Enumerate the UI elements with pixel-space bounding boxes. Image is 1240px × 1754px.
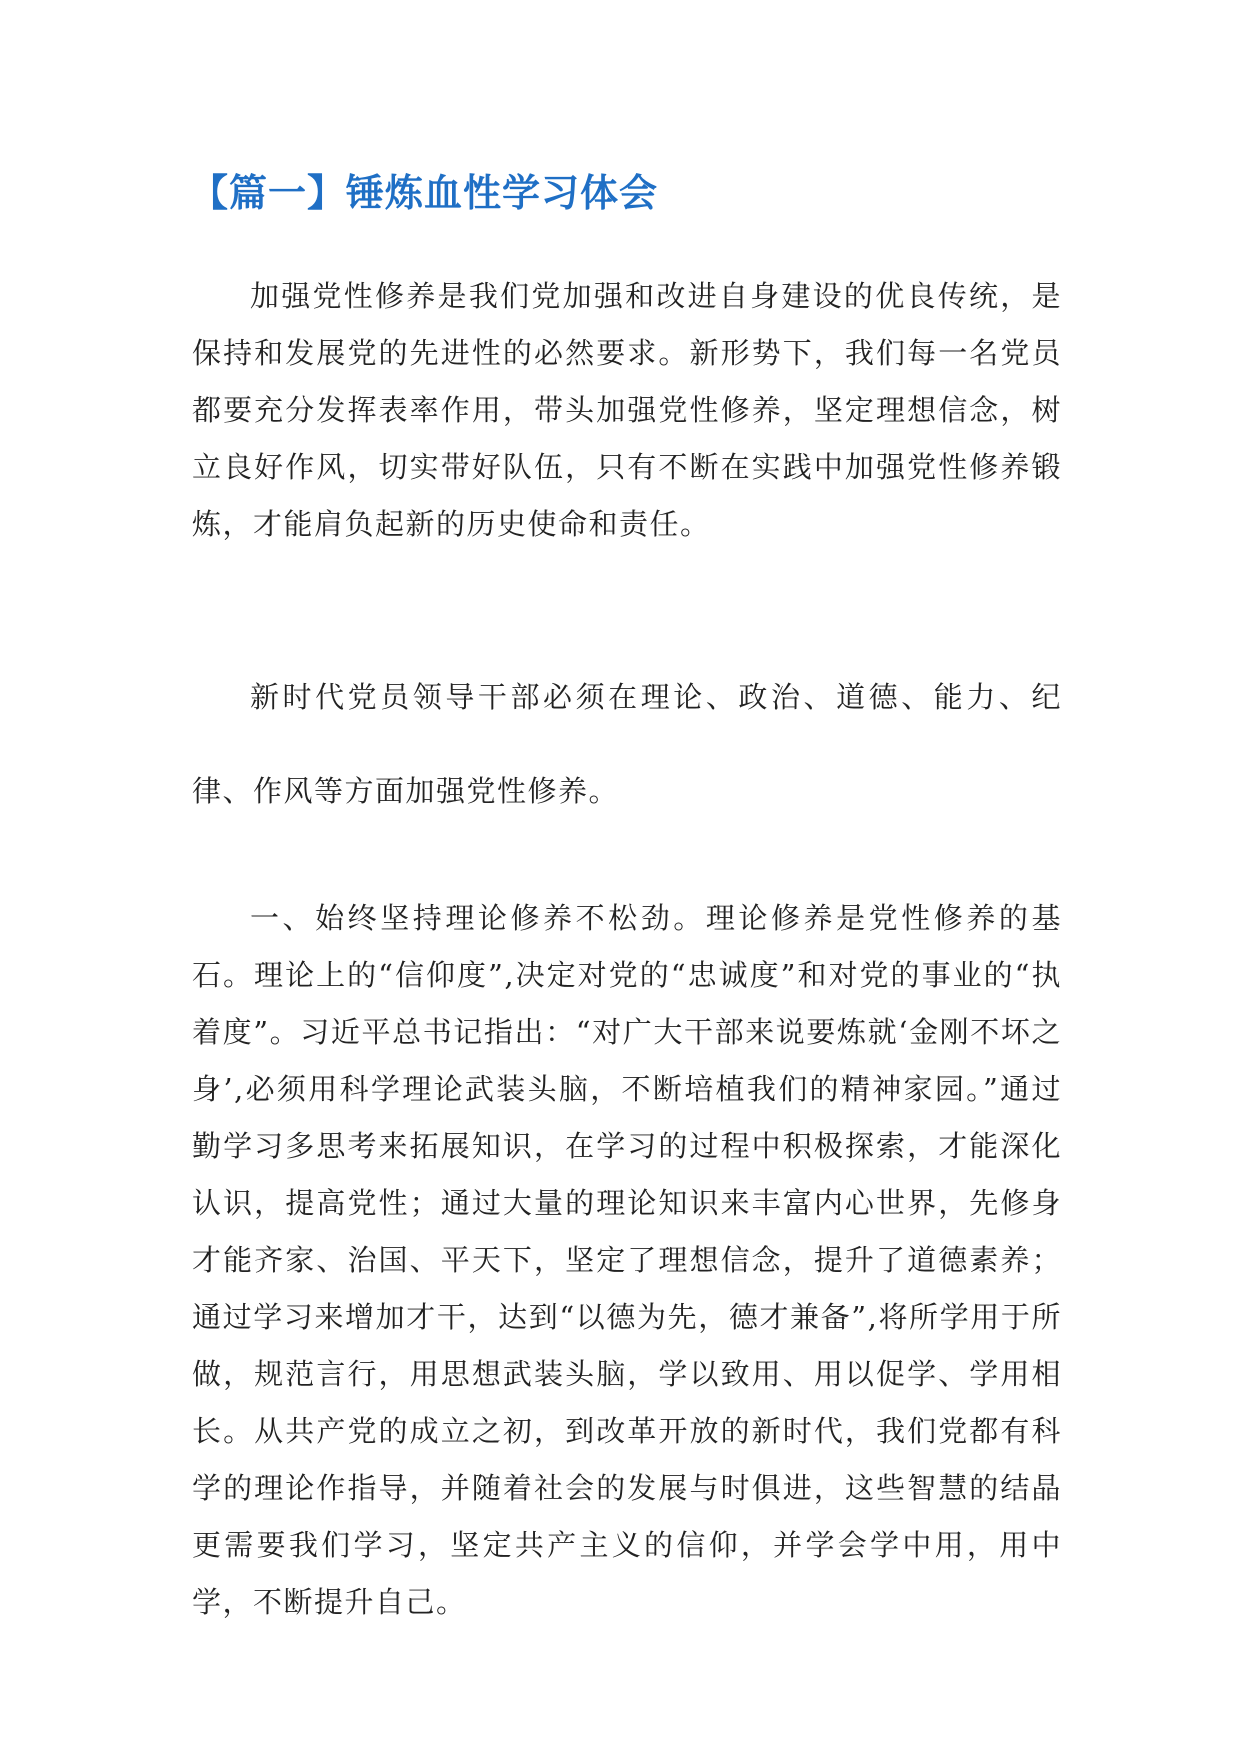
paragraph-intro: 加强党性修养是我们党加强和改进自身建设的优良传统，是保持和发展党的先进性的必然要求。新形势下，我们每一名党员都要充分发挥表率作用，带头加强党性修养，坚定理想信念，树立良好作风，切实带好队伍，只有不断在实践中加强党性修养锻炼，才能肩负起新的历史使命和责任。 xyxy=(192,279,1062,541)
paragraph-theory: 一、始终坚持理论修养不松劲。理论修养是党性修养的基石。理论上的“信仰度”,决定对党的“忠诚度”和对党的事业的“执着度”。习近平总书记指出：“对广大干部来说要炼就‘金刚不坏之身’,必须用科学理论武装头脑，不断培植我们的精神家园。”通过勤学习多思考来拓展知识，在学习的过程中积极探索，才能深化认识，提高党性；通过大量的理论知识来丰富内心世界，先修身才能齐家、治国、平天下，坚定了理想信念，提升了道德素养；通过学习来增加才干，达到“以德为先，德才兼备”,将所学用于所做，规范言行，用思想武装头脑，学以致用、用以促学、学用相长。从共产党的成立之初，到改革开放的新时代，我们党都有科学的理论作指导，并随着社会的发展与时俱进，这些智慧的结晶更需要我们学习，坚定共产主义的信仰，并学会学中用，用中学，不断提升自己。 xyxy=(192,901,1062,1619)
document-title: 【篇一】锤炼血性学习体会 xyxy=(190,171,659,215)
paragraph-aspects: 新时代党员领导干部必须在理论、政治、道德、能力、纪律、作风等方面加强党性修养。 xyxy=(192,680,1062,808)
